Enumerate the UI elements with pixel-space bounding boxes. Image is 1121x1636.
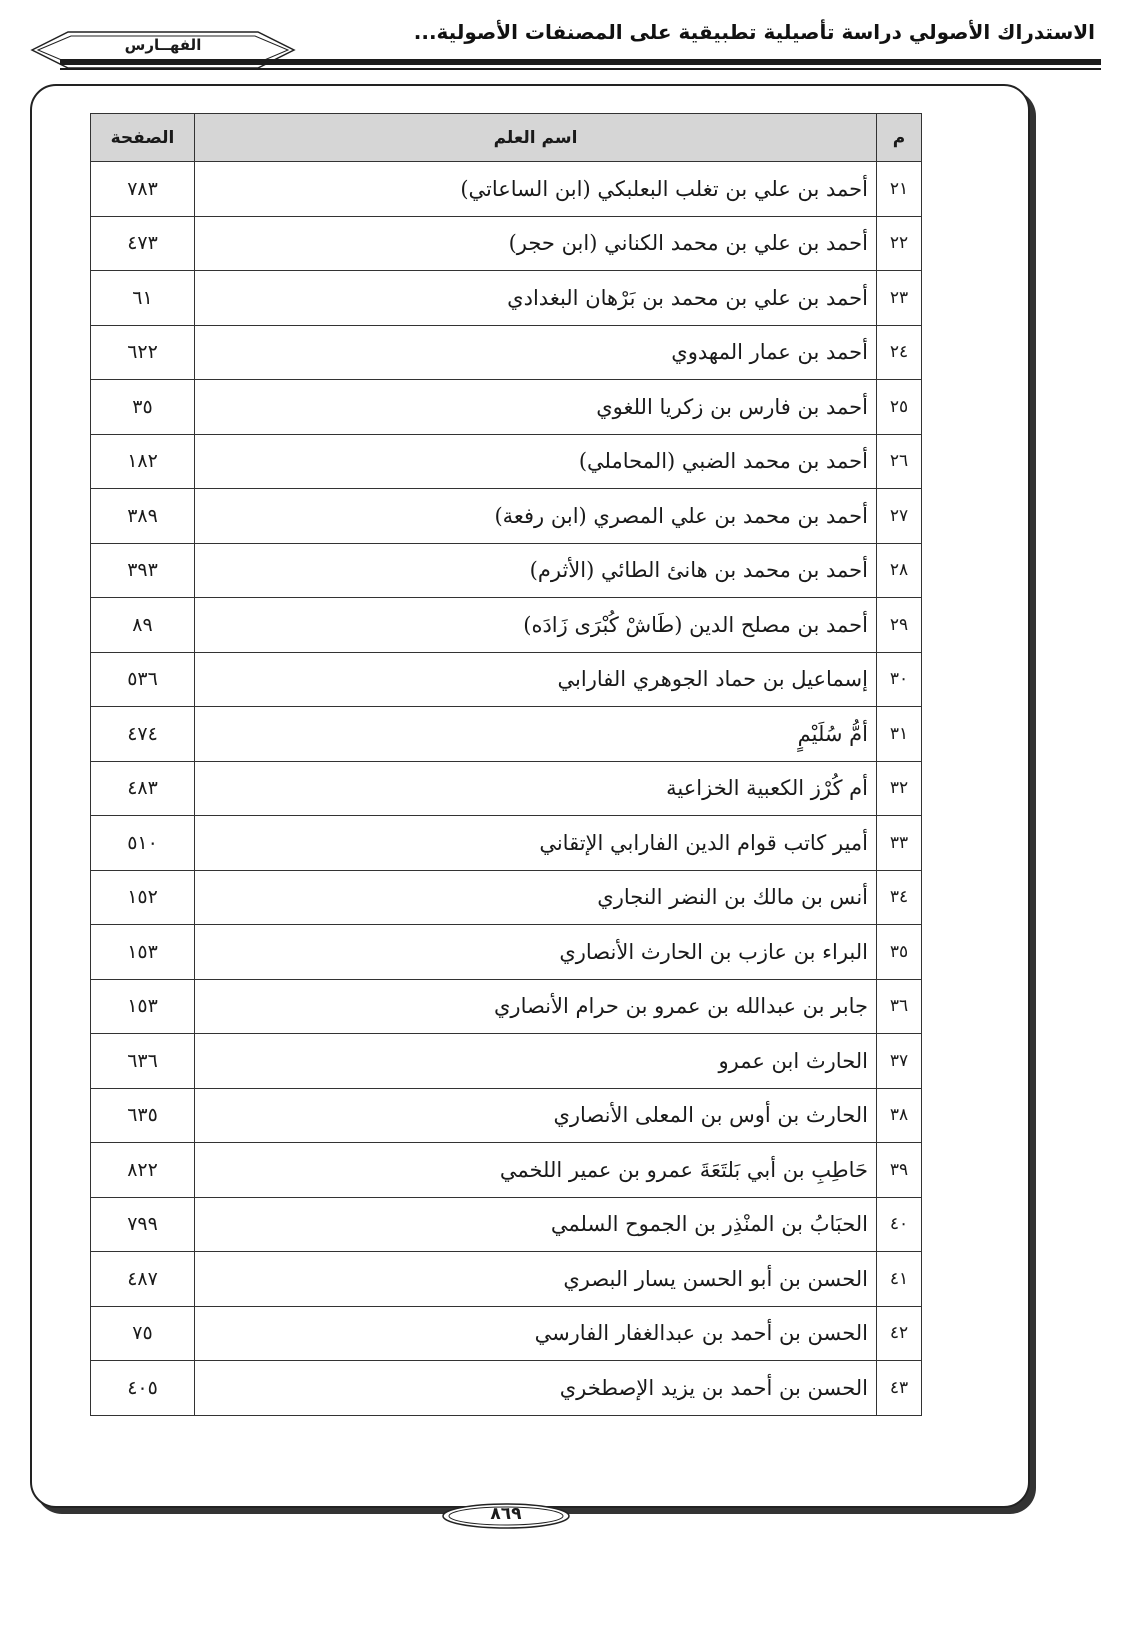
row-page: ١٨٢	[91, 434, 195, 489]
table-row	[91, 816, 922, 871]
row-page: ٦٢٢	[91, 325, 195, 380]
row-name: أحمد بن محمد بن هانئ الطائي (الأثرم)	[195, 543, 877, 598]
table-header-row	[91, 114, 922, 162]
table-row	[91, 925, 922, 980]
book-title: الاستدراك الأصولي دراسة تأصيلية تطبيقية على المصنفات الأصولية...	[413, 20, 1095, 44]
row-name: أحمد بن محمد بن علي المصري (ابن رفعة)	[195, 489, 877, 544]
row-name: أحمد بن محمد الضبي (المحاملي)	[195, 434, 877, 489]
row-num: ٢٥	[877, 380, 922, 435]
row-page: ٦١	[91, 271, 195, 326]
row-num: ٤٢	[877, 1306, 922, 1361]
row-page: ٤٧٣	[91, 216, 195, 271]
section-tab	[28, 28, 298, 72]
row-page: ٥١٠	[91, 816, 195, 871]
row-name: الحارث ابن عمرو	[195, 1034, 877, 1089]
row-page: ٦٣٦	[91, 1034, 195, 1089]
row-name: أمير كاتب قوام الدين الفارابي الإتقاني	[195, 816, 877, 871]
table-row	[91, 1197, 922, 1252]
row-num: ٣٤	[877, 870, 922, 925]
table-row	[91, 652, 922, 707]
row-num: ٣٥	[877, 925, 922, 980]
row-page: ٣٨٩	[91, 489, 195, 544]
column-header-num: م	[877, 114, 922, 162]
row-page: ١٥٣	[91, 925, 195, 980]
table-row	[91, 598, 922, 653]
column-header-name: اسم العلم	[195, 114, 877, 162]
row-num: ٢١	[877, 162, 922, 217]
row-num: ٢٩	[877, 598, 922, 653]
row-name: أحمد بن عمار المهدوي	[195, 325, 877, 380]
page-number-badge	[440, 1501, 572, 1531]
table-row	[91, 707, 922, 762]
row-name: جابر بن عبدالله بن عمرو بن حرام الأنصاري	[195, 979, 877, 1034]
row-name: أنس بن مالك بن النضر النجاري	[195, 870, 877, 925]
row-name: الحارث بن أوس بن المعلى الأنصاري	[195, 1088, 877, 1143]
row-num: ٢٣	[877, 271, 922, 326]
row-num: ٣٢	[877, 761, 922, 816]
row-name: الحسن بن أحمد بن يزيد الإصطخري	[195, 1361, 877, 1416]
table-row	[91, 543, 922, 598]
row-page: ١٥٣	[91, 979, 195, 1034]
row-page: ٥٣٦	[91, 652, 195, 707]
row-page: ٦٣٥	[91, 1088, 195, 1143]
row-page: ٨٢٢	[91, 1143, 195, 1198]
table-row	[91, 1088, 922, 1143]
header-rule	[60, 59, 1101, 65]
table-row	[91, 380, 922, 435]
row-page: ١٥٢	[91, 870, 195, 925]
row-page: ٨٩	[91, 598, 195, 653]
row-page: ٤٠٥	[91, 1361, 195, 1416]
row-name: الحسن بن أحمد بن عبدالغفار الفارسي	[195, 1306, 877, 1361]
row-name: حَاطِبِ بن أبي بَلتَعَةَ عمرو بن عمير اللخمي	[195, 1143, 877, 1198]
table-row	[91, 1143, 922, 1198]
row-num: ٤٠	[877, 1197, 922, 1252]
table-row	[91, 1034, 922, 1089]
column-header-page: الصفحة	[91, 114, 195, 162]
row-num: ٣٣	[877, 816, 922, 871]
row-name: أم كُرْز الكعبية الخزاعية	[195, 761, 877, 816]
row-num: ٢٤	[877, 325, 922, 380]
row-num: ٣٩	[877, 1143, 922, 1198]
row-page: ٧٨٣	[91, 162, 195, 217]
row-page: ٤٧٤	[91, 707, 195, 762]
row-name: أحمد بن مصلح الدين (طَاشْ كُبْرَى زَادَه)	[195, 598, 877, 653]
row-num: ٣٠	[877, 652, 922, 707]
table-row	[91, 979, 922, 1034]
table-row	[91, 1252, 922, 1307]
row-page: ٤٨٧	[91, 1252, 195, 1307]
table-row	[91, 489, 922, 544]
row-name: الحبَابُ بن المنْذِر بن الجموح السلمي	[195, 1197, 877, 1252]
header-rule-thin	[60, 68, 1101, 70]
table-row	[91, 162, 922, 217]
table-row	[91, 434, 922, 489]
row-name: البراء بن عازب بن الحارث الأنصاري	[195, 925, 877, 980]
row-name: أحمد بن علي بن تغلب البعلبكي (ابن الساعاتي)	[195, 162, 877, 217]
table-row	[91, 1306, 922, 1361]
table-row	[91, 1361, 922, 1416]
row-num: ٢٦	[877, 434, 922, 489]
table-row	[91, 870, 922, 925]
row-name: الحسن بن أبو الحسن يسار البصري	[195, 1252, 877, 1307]
section-label: الفهــارس	[124, 36, 202, 54]
table-row	[91, 761, 922, 816]
row-name: أمُّ سُلَيْمٍ	[195, 707, 877, 762]
row-name: أحمد بن علي بن محمد الكناني (ابن حجر)	[195, 216, 877, 271]
page-number: ٨٦٩	[490, 1504, 522, 1524]
row-name: إسماعيل بن حماد الجوهري الفارابي	[195, 652, 877, 707]
row-num: ٣٧	[877, 1034, 922, 1089]
row-page: ٣٥	[91, 380, 195, 435]
names-index-table	[90, 113, 922, 1416]
row-page: ٤٨٣	[91, 761, 195, 816]
row-name: أحمد بن علي بن محمد بن بَرْهان البغدادي	[195, 271, 877, 326]
row-num: ٣٨	[877, 1088, 922, 1143]
row-num: ٣٦	[877, 979, 922, 1034]
row-page: ٧٥	[91, 1306, 195, 1361]
row-num: ٢٨	[877, 543, 922, 598]
row-page: ٧٩٩	[91, 1197, 195, 1252]
row-page: ٣٩٣	[91, 543, 195, 598]
table-row	[91, 216, 922, 271]
row-name: أحمد بن فارس بن زكريا اللغوي	[195, 380, 877, 435]
row-num: ٤١	[877, 1252, 922, 1307]
row-num: ٢٢	[877, 216, 922, 271]
table-row	[91, 271, 922, 326]
row-num: ٤٣	[877, 1361, 922, 1416]
table-row	[91, 325, 922, 380]
row-num: ٢٧	[877, 489, 922, 544]
row-num: ٣١	[877, 707, 922, 762]
